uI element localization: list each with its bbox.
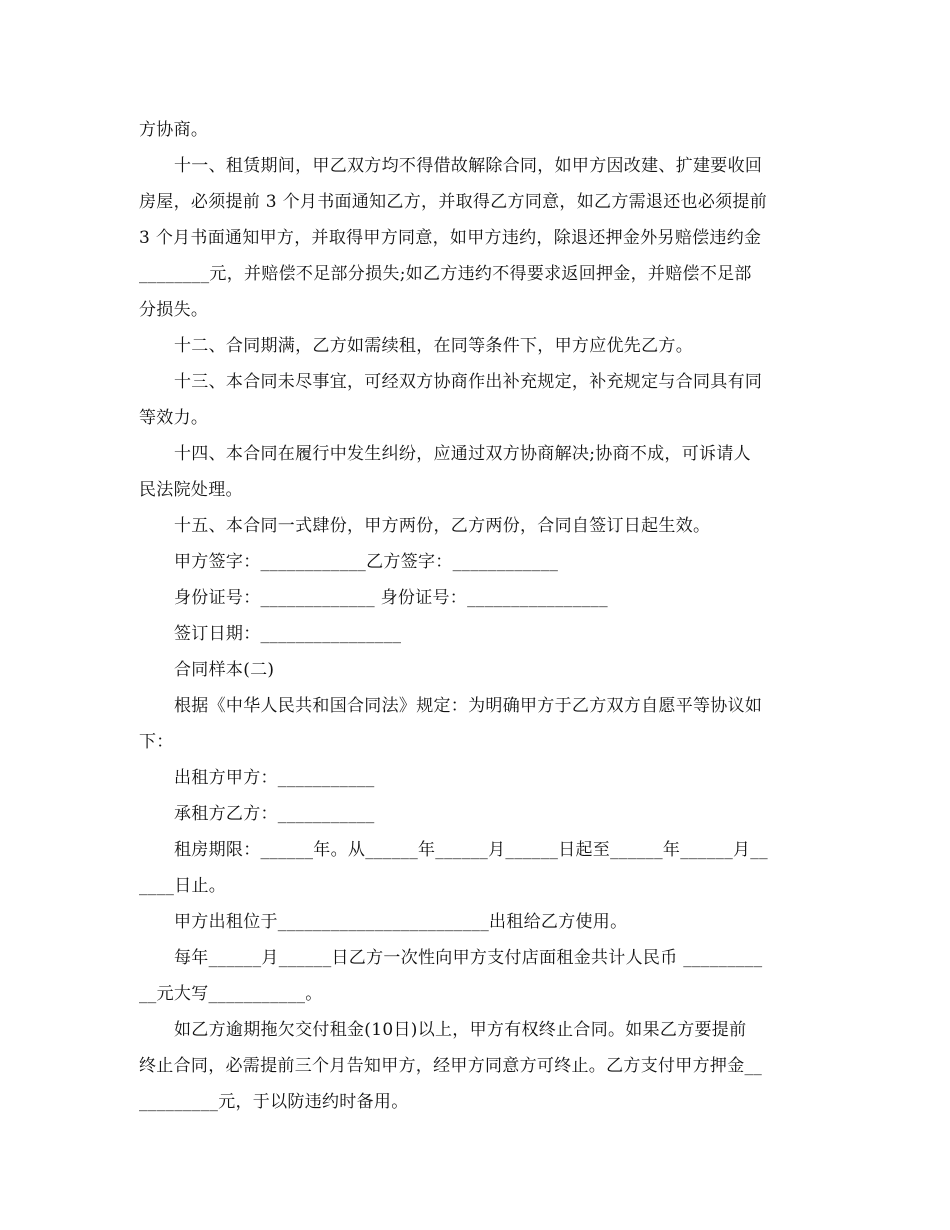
- text-line: 分损失。: [139, 300, 209, 320]
- text-line: 如乙方逾期拖欠交付租金(10日)以上，甲方有权终止合同。如果乙方要提前: [174, 1020, 747, 1040]
- text-line: 十四、本合同在履行中发生纠纷，应通过双方协商解决;协商不成，可诉请人: [174, 444, 751, 464]
- text-line: 十一、租赁期间，甲乙双方均不得借故解除合同，如甲方因改建、扩建要收回: [174, 156, 763, 176]
- section-heading: 合同样本(二): [174, 660, 275, 680]
- text-line: 每年______月______日乙方一次性向甲方支付店面租金共计人民币 _________: [174, 948, 763, 968]
- text-line: 十五、本合同一式肆份，甲方两份，乙方两份，合同自签订日起生效。: [174, 516, 711, 536]
- text-line: 方协商。: [139, 120, 209, 140]
- text-line: 十三、本合同未尽事宜，可经双方协商作出补充规定，补充规定与合同具有同: [174, 372, 763, 392]
- lessor-line: 出租方甲方：___________: [174, 768, 375, 788]
- text-line: 下：: [139, 732, 174, 752]
- text-line: 民法院处理。: [139, 480, 243, 500]
- text-line: 十二、合同期满，乙方如需续租，在同等条件下，甲方应优先乙方。: [174, 336, 693, 356]
- text-line: 根据《中华人民共和国合同法》规定：为明确甲方于乙方双方自愿平等协议如: [174, 696, 763, 716]
- text-line: ________元，并赔偿不足部分损失;如乙方违约不得要求返回押金，并赔偿不足部: [139, 264, 752, 284]
- text-line: 租房期限：______年。从______年______月______日起至______年______月__: [174, 840, 768, 860]
- text-line: 等效力。: [139, 408, 209, 428]
- lessee-line: 承租方乙方：___________: [174, 804, 375, 824]
- text-line: __元大写___________。: [139, 984, 323, 1004]
- id-number-line: 身份证号：_____________ 身份证号：________________: [174, 588, 608, 608]
- text-line: _________元，于以防违约时备用。: [139, 1092, 409, 1112]
- sign-date-line: 签订日期：________________: [174, 624, 402, 644]
- text-line: 终止合同，必需提前三个月告知甲方，经甲方同意方可终止。乙方支付甲方押金__: [139, 1056, 763, 1076]
- text-line: 甲方出租位于________________________出租给乙方使用。: [174, 912, 628, 932]
- signature-line: 甲方签字：____________乙方签字：____________: [174, 552, 559, 572]
- text-line: ____日止。: [139, 876, 227, 896]
- text-line: 3 个月书面通知甲方，并取得甲方同意，如甲方违约，除退还押金外另赔偿违约金: [139, 228, 762, 248]
- text-line: 房屋，必须提前 3 个月书面通知乙方，并取得乙方同意，如乙方需退还也必须提前: [139, 192, 768, 212]
